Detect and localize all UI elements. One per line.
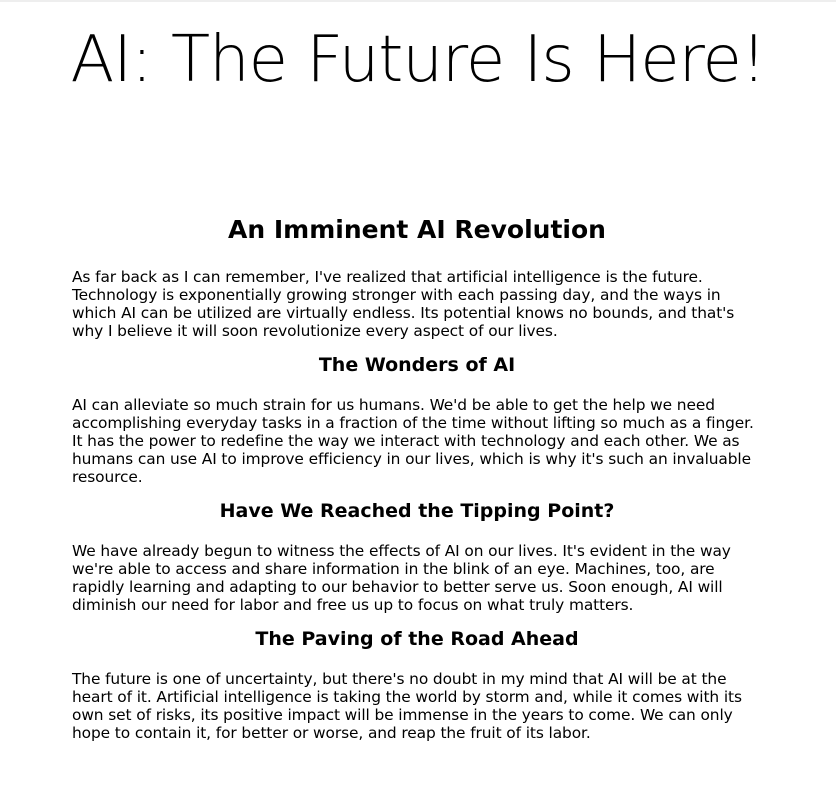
section-paragraph: We have already begun to witness the effects of AI on our lives. It's evident in the way we're able to access and share information in the blink of an eye. Machines, too, are rapidly learning and adapting to our behavior to better serve us. Soon enough, AI will diminish our need for labor and free us up to focus on what truly matters. (72, 542, 731, 614)
section-imminent-revolution (72, 210, 762, 340)
section-paragraph: As far back as I can remember, I've realized that artificial intelligence is the future. Technology is exponentially growing stronger with each passing day, and the ways in which AI can be utilized are virtually endless. Its potential knows no bounds, and that's why I believe it will soon revolutionize every aspect of our lives. (72, 268, 735, 340)
section-road-ahead (72, 624, 762, 742)
article (72, 210, 762, 752)
section-heading: An Imminent AI Revolution (228, 215, 606, 244)
section-wonders-of-ai (72, 350, 762, 486)
section-heading: Have We Reached the Tipping Point? (219, 500, 615, 522)
top-divider (0, 0, 836, 2)
section-paragraph: The future is one of uncertainty, but there's no doubt in my mind that AI will be at the heart of it. Artificial intelligence is taking the world by storm and, while it comes with its own set of risks, its positive impact will be immense in the years to come. We can only hope to contain it, for better or worse, and reap the fruit of its labor. (72, 670, 742, 742)
section-tipping-point (72, 496, 762, 614)
section-heading: The Wonders of AI (318, 354, 516, 376)
section-heading: The Paving of the Road Ahead (255, 628, 579, 650)
section-paragraph: AI can alleviate so much strain for us humans. We'd be able to get the help we need accomplishing everyday tasks in a fraction of the time without lifting so much as a finger. It has the power to redefine the way we interact with technology and each other. We as humans can use AI to improve efficiency in our lives, which is why it's such an invaluable resource. (72, 396, 754, 486)
page-title: AI: The Future Is Here! (70, 23, 766, 97)
